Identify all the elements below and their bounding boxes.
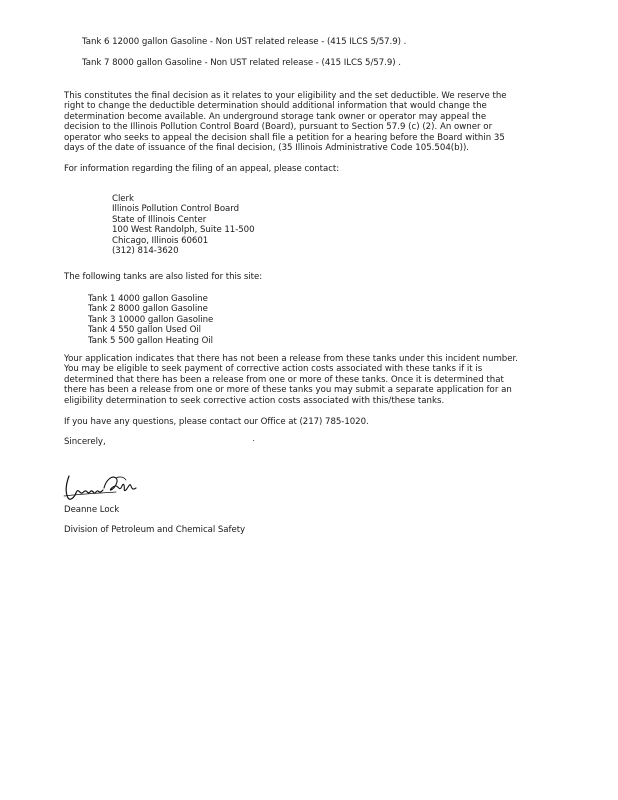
application-paragraph bbox=[64, 354, 548, 406]
signatory-division: Division of Petroleum and Chemical Safety bbox=[64, 525, 246, 535]
paragraph-line: eligibility determination to seek corrective action costs associated with this/these tanks. bbox=[64, 395, 445, 406]
appeal-info-intro: For information regarding the filing of an appeal, please contact: bbox=[64, 164, 340, 174]
tank-6-release-line: Tank 6 12000 gallon Gasoline - Non UST related release - (415 ILCS 5/57.9) . bbox=[82, 37, 407, 47]
address-line: 100 West Randolph, Suite 11-500 bbox=[112, 225, 255, 236]
tank-list-item: Tank 5 500 gallon Heating Oil bbox=[88, 335, 214, 346]
address-line: Chicago, Illinois 60601 bbox=[112, 235, 209, 246]
address-line: Clerk bbox=[112, 194, 134, 204]
closing-salutation: Sincerely, bbox=[64, 437, 106, 447]
board-contact-address bbox=[112, 194, 255, 256]
paragraph-line: This constitutes the final decision as it relates to your eligibility and the set deductible. We reserve the bbox=[64, 91, 507, 101]
paragraph-line: decision to the Illinois Pollution Control Board (Board), pursuant to Section 57.9 (c) (2). An owner or bbox=[64, 122, 493, 133]
tank-list-item: Tank 3 10000 gallon Gasoline bbox=[88, 314, 214, 325]
tank-list-item: Tank 2 8000 gallon Gasoline bbox=[88, 304, 208, 315]
paragraph-line: determination become available. An underground storage tank owner or operator may appeal the bbox=[64, 111, 487, 122]
tank-list-item: Tank 1 4000 gallon Gasoline bbox=[88, 294, 208, 304]
paragraph-line: days of the date of issuance of the final decision, (35 Illinois Administrative Code 105.504(b)). bbox=[64, 143, 470, 154]
paragraph-line: right to change the deductible determination should additional information that would change the bbox=[64, 101, 487, 112]
handwritten-signature bbox=[60, 468, 150, 504]
questions-contact-line: If you have any questions, please contact our Office at (217) 785-1020. bbox=[64, 417, 369, 427]
address-line: (312) 814-3620 bbox=[112, 246, 179, 257]
paragraph-line: there has been a release from one or more of these tanks you may submit a separate application for an bbox=[64, 385, 512, 396]
other-tanks-list bbox=[88, 294, 213, 346]
tank-7-release-line: Tank 7 8000 gallon Gasoline - Non UST related release - (415 ILCS 5/57.9) . bbox=[82, 58, 401, 68]
paragraph-line: Your application indicates that there has not been a release from these tanks under this incident number. bbox=[64, 354, 519, 364]
paragraph-line: You may be eligible to seek payment of corrective action costs associated with these tanks if it is bbox=[64, 364, 483, 375]
paragraph-line: operator who seeks to appeal the decision shall file a petition for a hearing before the Board within 35 bbox=[64, 132, 505, 143]
other-tanks-intro: The following tanks are also listed for this site: bbox=[64, 272, 263, 282]
paragraph-line: determined that there has been a release from one or more of these tanks. Once it is determined that bbox=[64, 374, 504, 385]
tank-list-item: Tank 4 550 gallon Used Oil bbox=[88, 325, 201, 336]
address-line: Illinois Pollution Control Board bbox=[112, 204, 239, 215]
final-decision-paragraph bbox=[64, 91, 548, 153]
stray-mark bbox=[253, 440, 254, 441]
signatory-name: Deanne Lock bbox=[64, 505, 120, 515]
address-line: State of Illinois Center bbox=[112, 214, 207, 225]
